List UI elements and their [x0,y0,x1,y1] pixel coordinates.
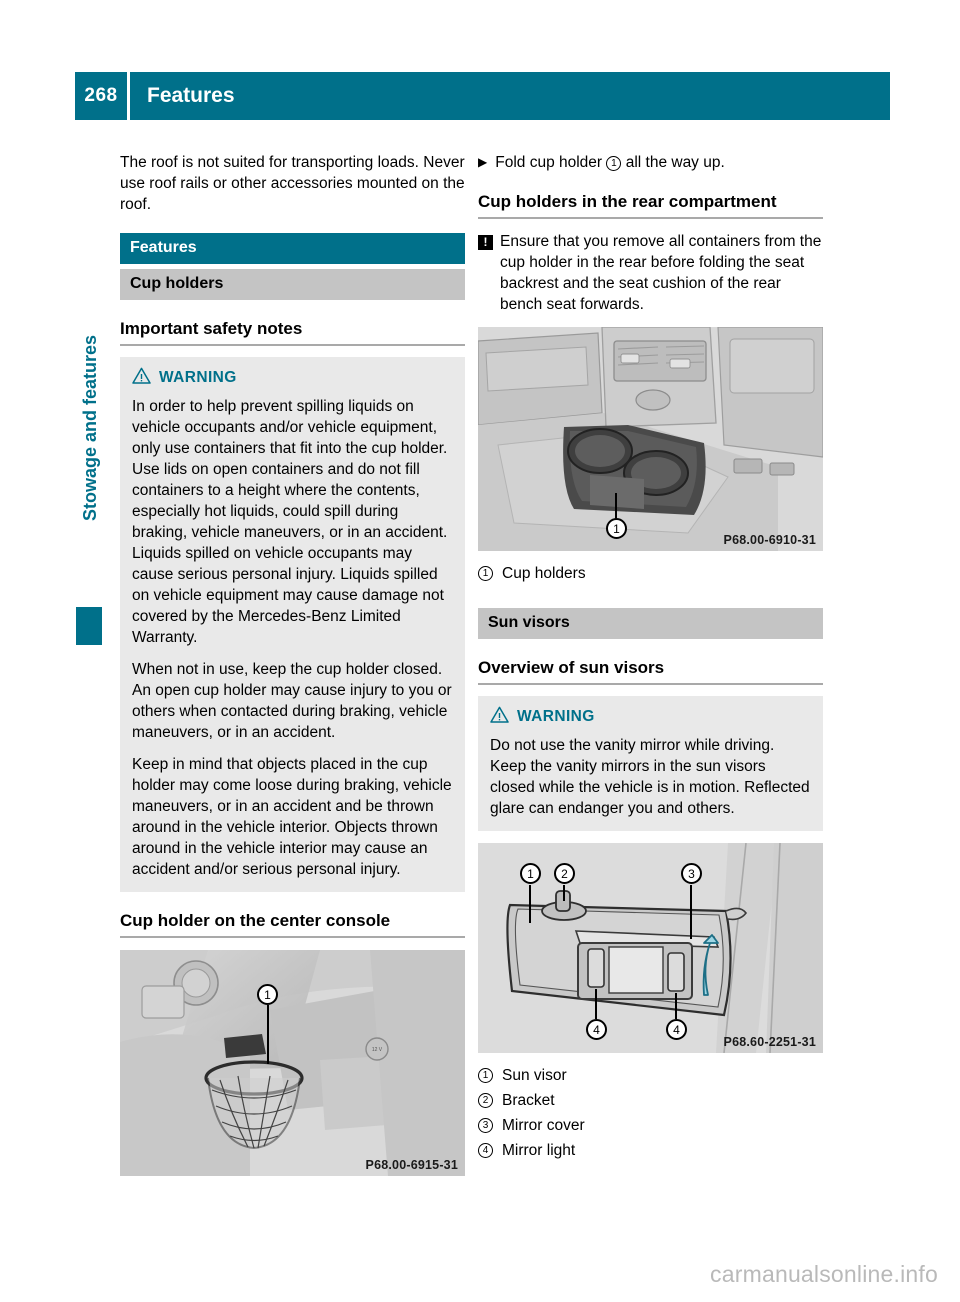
page-number: 268 [75,72,127,120]
figure-caption: P68.60-2251-31 [723,1035,816,1049]
page-header [75,72,890,120]
figure-callout-4a: 4 [586,1019,607,1040]
left-column [120,152,465,1176]
legend-callout-number: 3 [478,1118,493,1133]
step-text-before: Fold cup holder [495,154,603,171]
warning-label: WARNING [159,369,237,386]
warning-paragraph: Keep in mind that objects placed in the cup holder may come loose during braking, vehicle maneuvers, or in an accident and be thrown around in the vehicle interior. Objects thrown around in the vehicle interior may cause an accident and/or serious personal injury. [132,756,452,878]
figure-callout-1: 1 [520,863,541,884]
warning-box-sun-visors [478,696,823,831]
figure-callout-3: 3 [681,863,702,884]
legend-callout-number: 4 [478,1143,493,1158]
legend-item-label: Mirror cover [502,1117,585,1134]
warning-label: WARNING [517,708,595,725]
rear-compartment-illustration [478,327,823,551]
instruction-step-text [495,152,725,173]
note-text: Ensure that you remove all containers from the cup holder in the rear before folding the seat backrest and the seat cushion of the rear bench seat forwards. [500,233,822,313]
triangle-right-bullet-icon: ▶ [478,155,488,169]
warning-header [490,706,811,728]
section-bar-features: Features [120,233,465,264]
chapter-tab-marker [76,607,102,645]
figure-callout-4b: 4 [666,1019,687,1040]
legend-item [478,561,823,586]
legend-rear-cup-holders [478,561,823,586]
svg-text:12 V: 12 V [371,1047,383,1053]
legend-callout-number: 2 [478,1093,493,1108]
heading-cup-holder-center-console: Cup holder on the center console [120,911,465,938]
warning-triangle-icon [132,367,151,389]
heading-important-safety-notes: Important safety notes [120,319,465,346]
figure-caption: P68.00-6915-31 [365,1158,458,1172]
step-text-after: all the way up. [625,154,725,171]
warning-paragraph: In order to help prevent spilling liquids on vehicle occupants and/or vehicle equipment, only use containers that fit into the cup holder. Use lids on open containers and do not fill containers to a height where the contents, especially hot liquids, could spill during braking, vehicle maneuvers, or in an accident. Liquids spilled on vehicle occupants may cause serious personal injury. Liquids spilled on vehicle equipment may cause damage not covered by the Mercedes-Benz Limited Warranty. [132,398,448,646]
note-block-rear-cup-holder [478,231,823,315]
inline-callout-1: 1 [606,156,621,171]
legend-item-label: Mirror light [502,1142,576,1159]
legend-item [478,1113,823,1138]
instruction-step-fold-cup-holder [478,152,823,173]
watermark: carmanualsonline.info [710,1261,938,1287]
section-bar-cup-holders: Cup holders [120,269,465,300]
figure-rear-cup-holders [478,327,823,551]
legend-item-label: Bracket [502,1092,555,1109]
heading-overview-of-sun-visors: Overview of sun visors [478,658,823,685]
figure-callout-1: 1 [606,518,627,539]
legend-item [478,1063,823,1088]
page-title: Features [130,72,890,120]
center-console-illustration [120,950,465,1176]
exclamation-box-icon: ! [478,235,493,250]
legend-sun-visor [478,1063,823,1163]
chapter-tab [76,335,102,645]
figure-callout-1: 1 [257,984,278,1005]
figure-caption: P68.00-6910-31 [723,533,816,547]
legend-item-label: Sun visor [502,1067,567,1084]
chapter-tab-label: Stowage and features [80,335,100,522]
legend-item-label: Cup holders [502,565,586,582]
intro-paragraph: The roof is not suited for transporting loads. Never use roof rails or other accessories mounted on the roof. [120,154,465,213]
legend-item [478,1088,823,1113]
warning-box-cup-holders [120,357,465,892]
legend-callout-number: 1 [478,566,493,581]
figure-callout-2: 2 [554,863,575,884]
warning-paragraph: When not in use, keep the cup holder closed. An open cup holder may cause injury to you or others when contacted during braking, vehicle maneuvers, or in an accident. [132,661,452,741]
warning-header [132,367,453,389]
heading-cup-holders-rear-compartment: Cup holders in the rear compartment [478,192,823,219]
section-bar-sun-visors: Sun visors [478,608,823,639]
right-column [478,152,823,1163]
legend-item [478,1138,823,1163]
figure-sun-visor [478,843,823,1053]
figure-center-console-cup-holder [120,950,465,1176]
warning-triangle-icon [490,706,509,728]
warning-paragraph: Do not use the vanity mirror while driving. Keep the vanity mirrors in the sun visors closed while the vehicle is in motion. Reflected glare can endanger you and others. [490,737,810,817]
legend-callout-number: 1 [478,1068,493,1083]
